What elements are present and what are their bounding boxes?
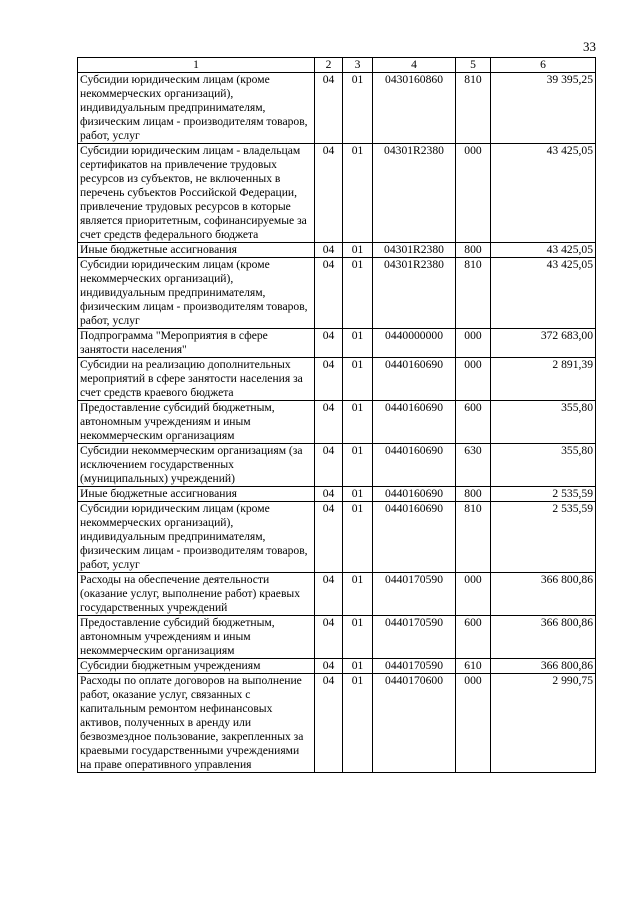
target-article-code: 0440000000 [373, 329, 456, 358]
expense-type-code: 800 [456, 243, 491, 258]
target-article-code: 0430160860 [373, 73, 456, 144]
amount: 366 800,86 [491, 659, 596, 674]
table-row [78, 401, 596, 444]
expense-type-code: 000 [456, 358, 491, 401]
expense-name: Субсидии некоммерческим организациям (за исключением государственных (муниципальных) учреждений) [78, 444, 315, 487]
expense-type-code: 630 [456, 444, 491, 487]
expense-name: Подпрограмма "Мероприятия в сфере занятости населения" [78, 329, 315, 358]
section-code: 04 [315, 502, 343, 573]
section-code: 04 [315, 144, 343, 243]
subsection-code: 01 [343, 674, 373, 773]
subsection-code: 01 [343, 659, 373, 674]
expense-type-code: 000 [456, 674, 491, 773]
subsection-code: 01 [343, 502, 373, 573]
expense-name: Субсидии бюджетным учреждениям [78, 659, 315, 674]
subsection-code: 01 [343, 487, 373, 502]
subsection-code: 01 [343, 573, 373, 616]
subsection-code: 01 [343, 258, 373, 329]
expense-type-code: 000 [456, 573, 491, 616]
table-row [78, 258, 596, 329]
section-code: 04 [315, 487, 343, 502]
amount: 355,80 [491, 401, 596, 444]
target-article-code: 0440160690 [373, 444, 456, 487]
section-code: 04 [315, 659, 343, 674]
subsection-code: 01 [343, 444, 373, 487]
expense-name: Иные бюджетные ассигнования [78, 487, 315, 502]
section-code: 04 [315, 573, 343, 616]
subsection-code: 01 [343, 329, 373, 358]
column-header: 4 [373, 58, 456, 73]
table-row [78, 659, 596, 674]
amount: 2 535,59 [491, 502, 596, 573]
expense-name: Расходы на обеспечение деятельности (оказание услуг, выполнение работ) краевых государственных учреждений [78, 573, 315, 616]
expense-type-code: 000 [456, 329, 491, 358]
page-number: 33 [583, 39, 596, 54]
amount: 2 535,59 [491, 487, 596, 502]
expense-name: Субсидии юридическим лицам (кроме некоммерческих организаций), индивидуальным предпринимателям, физическим лицам - производителям товаров, работ, услуг [78, 73, 315, 144]
table-row [78, 573, 596, 616]
column-header: 6 [491, 58, 596, 73]
budget-table [77, 57, 596, 773]
expense-type-code: 800 [456, 487, 491, 502]
section-code: 04 [315, 73, 343, 144]
column-header: 1 [78, 58, 315, 73]
section-code: 04 [315, 358, 343, 401]
target-article-code: 0440170590 [373, 659, 456, 674]
table-row [78, 144, 596, 243]
table-row [78, 674, 596, 773]
expense-type-code: 600 [456, 401, 491, 444]
amount: 43 425,05 [491, 258, 596, 329]
section-code: 04 [315, 243, 343, 258]
table-row [78, 358, 596, 401]
amount: 366 800,86 [491, 616, 596, 659]
amount: 39 395,25 [491, 73, 596, 144]
target-article-code: 04301R2380 [373, 243, 456, 258]
expense-type-code: 600 [456, 616, 491, 659]
amount: 43 425,05 [491, 243, 596, 258]
expense-type-code: 810 [456, 73, 491, 144]
section-code: 04 [315, 258, 343, 329]
table-row [78, 616, 596, 659]
expense-name: Субсидии юридическим лицам (кроме некоммерческих организаций), индивидуальным предпринимателям, физическим лицам - производителям товаров, работ, услуг [78, 258, 315, 329]
table-row [78, 73, 596, 144]
table-header-row [78, 58, 596, 73]
table-row [78, 487, 596, 502]
section-code: 04 [315, 674, 343, 773]
section-code: 04 [315, 401, 343, 444]
target-article-code: 0440170600 [373, 674, 456, 773]
subsection-code: 01 [343, 358, 373, 401]
target-article-code: 0440160690 [373, 358, 456, 401]
table-row [78, 502, 596, 573]
subsection-code: 01 [343, 401, 373, 444]
column-header: 2 [315, 58, 343, 73]
target-article-code: 0440160690 [373, 487, 456, 502]
expense-name: Предоставление субсидий бюджетным, автономным учреждениям и иным некоммерческим организациям [78, 401, 315, 444]
amount: 2 891,39 [491, 358, 596, 401]
subsection-code: 01 [343, 243, 373, 258]
column-header: 5 [456, 58, 491, 73]
target-article-code: 04301R2380 [373, 144, 456, 243]
expense-name: Предоставление субсидий бюджетным, автономным учреждениям и иным некоммерческим организациям [78, 616, 315, 659]
amount: 355,80 [491, 444, 596, 487]
amount: 372 683,00 [491, 329, 596, 358]
expense-type-code: 810 [456, 502, 491, 573]
expense-name: Иные бюджетные ассигнования [78, 243, 315, 258]
expense-type-code: 810 [456, 258, 491, 329]
target-article-code: 04301R2380 [373, 258, 456, 329]
target-article-code: 0440170590 [373, 573, 456, 616]
section-code: 04 [315, 444, 343, 487]
expense-name: Субсидии на реализацию дополнительных мероприятий в сфере занятости населения за счет средств краевого бюджета [78, 358, 315, 401]
column-header: 3 [343, 58, 373, 73]
table-row [78, 243, 596, 258]
subsection-code: 01 [343, 616, 373, 659]
target-article-code: 0440170590 [373, 616, 456, 659]
expense-type-code: 610 [456, 659, 491, 674]
amount: 43 425,05 [491, 144, 596, 243]
section-code: 04 [315, 329, 343, 358]
expense-type-code: 000 [456, 144, 491, 243]
subsection-code: 01 [343, 73, 373, 144]
expense-name: Субсидии юридическим лицам - владельцам сертификатов на привлечение трудовых ресурсов из субъектов, не включенных в перечень субъектов Российской Федерации, привлечение трудовых ресурсов в которые является приоритетным, софинансируемые за счет средств федерального бюджета [78, 144, 315, 243]
target-article-code: 0440160690 [373, 401, 456, 444]
amount: 2 990,75 [491, 674, 596, 773]
amount: 366 800,86 [491, 573, 596, 616]
section-code: 04 [315, 616, 343, 659]
table-row [78, 444, 596, 487]
target-article-code: 0440160690 [373, 502, 456, 573]
table-row [78, 329, 596, 358]
expense-name: Расходы по оплате договоров на выполнение работ, оказание услуг, связанных с капитальным ремонтом нефинансовых активов, полученных в аренду или безвозмездное пользование, закрепленных за краевыми государственными учреждениями на праве оперативного управления [78, 674, 315, 773]
expense-name: Субсидии юридическим лицам (кроме некоммерческих организаций), индивидуальным предпринимателям, физическим лицам - производителям товаров, работ, услуг [78, 502, 315, 573]
subsection-code: 01 [343, 144, 373, 243]
